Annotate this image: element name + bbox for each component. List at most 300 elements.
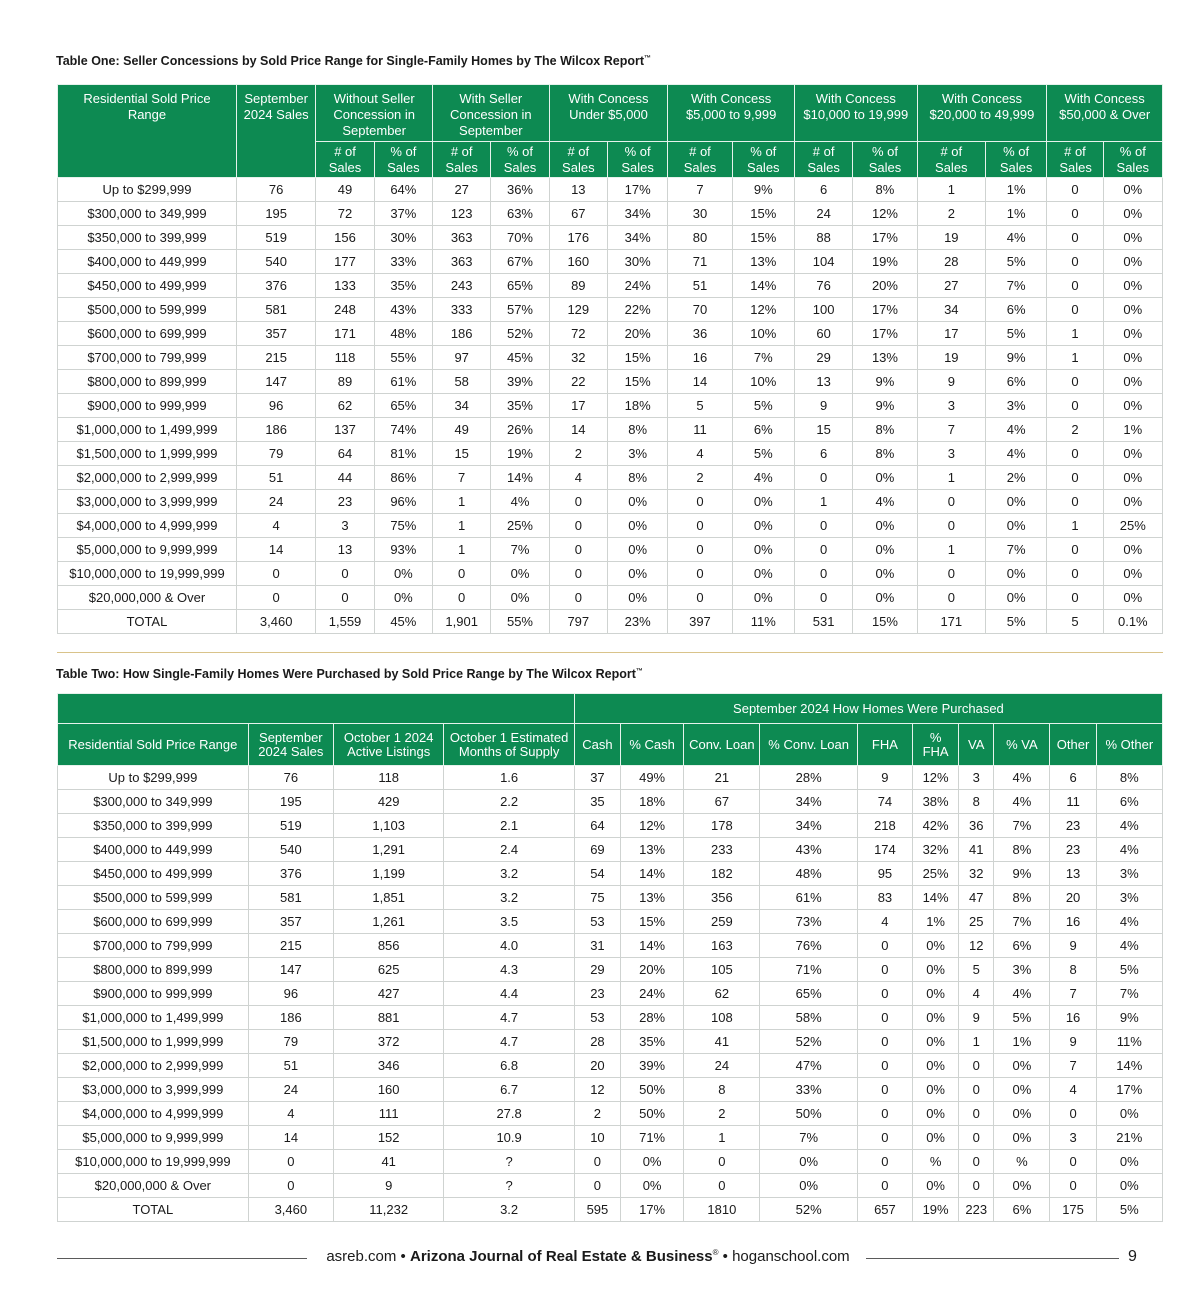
value-cell: 1% [913,910,959,934]
value-cell: 160 [333,1078,443,1102]
value-cell: 243 [433,274,491,298]
value-cell: 4% [985,418,1046,442]
value-cell: 0 [857,1078,912,1102]
footer-site-asreb[interactable]: asreb.com [326,1248,397,1265]
value-cell: 17% [853,322,917,346]
price-range-cell: $2,000,000 to 2,999,999 [58,1054,249,1078]
value-cell: 24% [621,982,684,1006]
value-cell: 0 [857,1030,912,1054]
value-cell: 7% [732,346,794,370]
value-cell: 0% [853,586,917,610]
value-cell: 581 [236,298,315,322]
value-cell: 15% [732,226,794,250]
price-range-cell: TOTAL [58,610,237,634]
header-september-sales: September 2024 Sales [236,85,315,178]
value-cell: 0% [1103,298,1162,322]
value-cell: 30% [374,226,432,250]
value-cell: 11 [668,418,732,442]
value-cell: 0% [1103,442,1162,466]
value-cell: 0 [917,490,985,514]
value-cell: 5% [985,250,1046,274]
value-cell: 17% [853,226,917,250]
price-range-cell: $5,000,000 to 9,999,999 [58,538,237,562]
value-cell: 3 [959,766,994,790]
value-cell: 0 [1047,226,1103,250]
value-cell: 12% [621,814,684,838]
value-cell: 0% [1103,490,1162,514]
header-without-concession: Without Seller Concession in September [316,85,433,142]
value-cell: 0% [621,1174,684,1198]
table-row [58,910,1163,934]
value-cell: 36 [668,322,732,346]
value-cell: 0% [985,586,1046,610]
value-cell: 156 [316,226,374,250]
value-cell: 376 [248,862,333,886]
table-row [58,838,1163,862]
header-num-sales: # of Sales [549,142,607,178]
value-cell: 0% [607,490,667,514]
value-cell: 80 [668,226,732,250]
value-cell: 4.3 [444,958,574,982]
value-cell: 45% [491,346,549,370]
value-cell: 75% [374,514,432,538]
table-row [58,862,1163,886]
value-cell: 50% [621,1078,684,1102]
header-pct-sales: % of Sales [607,142,667,178]
page-number: 9 [1128,1248,1137,1265]
value-cell: 28% [760,766,857,790]
value-cell: 4 [1050,1078,1096,1102]
value-cell: 57% [491,298,549,322]
value-cell: 0% [1103,466,1162,490]
value-cell: 8 [1050,958,1096,982]
value-cell: 14% [913,886,959,910]
value-cell: 1% [994,1030,1050,1054]
value-cell: 0% [985,490,1046,514]
value-cell: 6.8 [444,1054,574,1078]
table-row [58,562,1163,586]
value-cell: 23 [1050,838,1096,862]
value-cell: 30 [668,202,732,226]
header-num-sales: # of Sales [794,142,852,178]
value-cell: 0 [549,538,607,562]
value-cell: 64% [374,178,432,202]
value-cell: 0 [684,1174,760,1198]
table-row [58,1102,1163,1126]
price-range-cell: $4,000,000 to 4,999,999 [58,1102,249,1126]
value-cell: 152 [333,1126,443,1150]
header-pct-sales: % of Sales [491,142,549,178]
value-cell: 14 [236,538,315,562]
column-header: % Conv. Loan [760,724,857,766]
value-cell: 23 [1050,814,1096,838]
value-cell: 13% [853,346,917,370]
value-cell: 0 [959,1102,994,1126]
value-cell: 0% [760,1150,857,1174]
value-cell: 1 [917,178,985,202]
value-cell: 0 [1047,538,1103,562]
value-cell: 0 [857,958,912,982]
value-cell: 356 [684,886,760,910]
value-cell: 1% [985,178,1046,202]
value-cell: 14 [549,418,607,442]
value-cell: 16 [1050,910,1096,934]
value-cell: 75 [574,886,620,910]
value-cell: 0 [574,1150,620,1174]
value-cell: 215 [248,934,333,958]
value-cell: 76 [236,178,315,202]
value-cell: 333 [433,298,491,322]
table-row [58,370,1163,394]
value-cell: 12% [913,766,959,790]
table-row [58,226,1163,250]
value-cell: 17 [549,394,607,418]
value-cell: 0% [732,562,794,586]
value-cell: 74% [374,418,432,442]
table-row [58,250,1163,274]
value-cell: 5 [959,958,994,982]
value-cell: 39% [621,1054,684,1078]
value-cell: 0 [1047,586,1103,610]
value-cell: 0 [959,1054,994,1078]
value-cell: 35% [491,394,549,418]
value-cell: 1 [794,490,852,514]
value-cell: 0 [1047,298,1103,322]
value-cell: 47% [760,1054,857,1078]
value-cell: 23 [574,982,620,1006]
price-range-cell: $3,000,000 to 3,999,999 [58,490,237,514]
value-cell: 4% [994,982,1050,1006]
value-cell: 657 [857,1198,912,1222]
value-cell: 233 [684,838,760,862]
value-cell: 97 [433,346,491,370]
value-cell: 8 [684,1078,760,1102]
value-cell: 62 [684,982,760,1006]
value-cell: 0 [668,514,732,538]
value-cell: 0% [913,958,959,982]
column-header: % Other [1096,724,1162,766]
column-header: September 2024 Sales [248,724,333,766]
value-cell: 2 [574,1102,620,1126]
value-cell: 160 [549,250,607,274]
value-cell: 0 [236,586,315,610]
price-range-cell: $400,000 to 449,999 [58,250,237,274]
value-cell: 4% [994,790,1050,814]
value-cell: 3% [985,394,1046,418]
value-cell: 0 [1050,1174,1096,1198]
value-cell: 4% [732,466,794,490]
value-cell: 0% [994,1126,1050,1150]
table-row [58,958,1163,982]
value-cell: 0% [732,490,794,514]
value-cell: 0 [668,586,732,610]
seller-concessions-table [57,84,1163,634]
value-cell: 0 [1047,178,1103,202]
value-cell: 223 [959,1198,994,1222]
value-cell: 0% [1103,562,1162,586]
value-cell: 79 [248,1030,333,1054]
header-pct-sales: % of Sales [374,142,432,178]
value-cell: 7% [985,274,1046,298]
price-range-cell: Up to $299,999 [58,766,249,790]
value-cell: 65% [374,394,432,418]
value-cell: 44 [316,466,374,490]
value-cell: 14 [668,370,732,394]
value-cell: 1 [1047,514,1103,538]
value-cell: 9 [1050,1030,1096,1054]
table-row [58,886,1163,910]
value-cell: 96% [374,490,432,514]
value-cell: 5% [994,1006,1050,1030]
value-cell: 3.2 [444,862,574,886]
value-cell: 178 [684,814,760,838]
value-cell: 8% [1096,766,1162,790]
value-cell: 39% [491,370,549,394]
value-cell: 4.7 [444,1006,574,1030]
table-row [58,346,1163,370]
value-cell: 581 [248,886,333,910]
table-row [58,814,1163,838]
value-cell: 3% [1096,862,1162,886]
value-cell: 67 [684,790,760,814]
value-cell: 37% [374,202,432,226]
value-cell: 0 [433,562,491,586]
value-cell: 0% [1096,1102,1162,1126]
header-num-sales: # of Sales [316,142,374,178]
value-cell: ? [444,1174,574,1198]
price-range-cell: Up to $299,999 [58,178,237,202]
price-range-cell: $700,000 to 799,999 [58,934,249,958]
value-cell: 595 [574,1198,620,1222]
value-cell: 22% [607,298,667,322]
value-cell: 13 [316,538,374,562]
price-range-cell: $600,000 to 699,999 [58,322,237,346]
value-cell: 104 [794,250,852,274]
value-cell: 0 [1047,370,1103,394]
column-header: Cash [574,724,620,766]
value-cell: 0% [1103,250,1162,274]
value-cell: 65% [491,274,549,298]
value-cell: 70 [668,298,732,322]
column-header: % VA [994,724,1050,766]
value-cell: 93% [374,538,432,562]
value-cell: 4% [1096,814,1162,838]
table-row [58,1030,1163,1054]
value-cell: 0 [1047,274,1103,298]
value-cell: 9% [853,394,917,418]
value-cell: 218 [857,814,912,838]
table-row [58,394,1163,418]
table-row [58,934,1163,958]
value-cell: 2% [985,466,1046,490]
value-cell: 2.4 [444,838,574,862]
value-cell: 171 [316,322,374,346]
value-cell: 1 [917,538,985,562]
header-num-sales: # of Sales [1047,142,1103,178]
price-range-cell: $600,000 to 699,999 [58,910,249,934]
price-range-cell: $3,000,000 to 3,999,999 [58,1078,249,1102]
value-cell: 0% [732,586,794,610]
value-cell: 0 [857,982,912,1006]
value-cell: 0 [1047,394,1103,418]
value-cell: 10% [732,322,794,346]
header-pct-sales: % of Sales [853,142,917,178]
header-pct-sales: % of Sales [732,142,794,178]
value-cell: 9% [853,370,917,394]
value-cell: 215 [236,346,315,370]
value-cell: 0 [959,1174,994,1198]
column-header: Other [1050,724,1096,766]
price-range-cell: $350,000 to 399,999 [58,814,249,838]
value-cell: 0 [1047,466,1103,490]
value-cell: 1 [1047,346,1103,370]
value-cell: 37 [574,766,620,790]
value-cell: 95 [857,862,912,886]
table-row [58,1150,1163,1174]
value-cell: 15% [607,346,667,370]
value-cell: 5% [1096,958,1162,982]
value-cell: 52% [760,1030,857,1054]
value-cell: 0 [917,586,985,610]
value-cell: 163 [684,934,760,958]
table-row [58,274,1163,298]
purchase-type-table [57,693,1163,1222]
value-cell: 26% [491,418,549,442]
value-cell: 0 [857,1126,912,1150]
value-cell: 7% [1096,982,1162,1006]
value-cell: 33% [374,250,432,274]
value-cell: 60 [794,322,852,346]
value-cell: 0% [1096,1150,1162,1174]
value-cell: 2.2 [444,790,574,814]
value-cell: 64 [574,814,620,838]
price-range-cell: $10,000,000 to 19,999,999 [58,1150,249,1174]
value-cell: 0% [760,1174,857,1198]
table-two-title: Table Two: How Single-Family Homes Were Purchased by Sold Price Range by The Wilcox Report™ [56,667,643,681]
value-cell: 71 [668,250,732,274]
value-cell: 13% [621,838,684,862]
value-cell: 11 [1050,790,1096,814]
value-cell: 397 [668,610,732,634]
value-cell: 0 [248,1174,333,1198]
value-cell: 71% [621,1126,684,1150]
price-range-cell: $500,000 to 599,999 [58,298,237,322]
value-cell: 1% [985,202,1046,226]
value-cell: 372 [333,1030,443,1054]
value-cell: 4 [959,982,994,1006]
value-cell: 1 [917,466,985,490]
value-cell: 53 [574,1006,620,1030]
value-cell: 1.6 [444,766,574,790]
value-cell: 4% [853,490,917,514]
value-cell: 15 [433,442,491,466]
value-cell: 6 [794,442,852,466]
value-cell: 17% [853,298,917,322]
value-cell: 4 [236,514,315,538]
value-cell: 0 [668,562,732,586]
value-cell: 0% [1103,226,1162,250]
value-cell: 29 [794,346,852,370]
value-cell: 0% [913,934,959,958]
value-cell: 105 [684,958,760,982]
value-cell: 540 [236,250,315,274]
value-cell: 25% [913,862,959,886]
footer-site-hogan[interactable]: hoganschool.com [732,1248,850,1265]
table-row [58,466,1163,490]
value-cell: 4.0 [444,934,574,958]
value-cell: 0 [794,538,852,562]
value-cell: 0% [374,586,432,610]
value-cell: 27 [433,178,491,202]
value-cell: 15% [732,202,794,226]
value-cell: 0% [913,1174,959,1198]
table-one-title: Table One: Seller Concessions by Sold Price Range for Single-Family Homes by The Wilcox Report™ [56,54,651,68]
value-cell: 3 [316,514,374,538]
price-range-cell: $500,000 to 599,999 [58,886,249,910]
price-range-cell: $4,000,000 to 4,999,999 [58,514,237,538]
value-cell: 4 [248,1102,333,1126]
value-cell: 34% [760,790,857,814]
header-20000-49999: With Concess $20,000 to 49,999 [917,85,1047,142]
value-cell: 137 [316,418,374,442]
value-cell: 6% [732,418,794,442]
column-header: October 1 Estimated Months of Supply [444,724,574,766]
section-divider [57,652,1163,653]
value-cell: 52% [760,1198,857,1222]
value-cell: 74 [857,790,912,814]
price-range-cell: $1,000,000 to 1,499,999 [58,1006,249,1030]
price-range-cell: $400,000 to 449,999 [58,838,249,862]
value-cell: 34% [760,814,857,838]
value-cell: 23 [316,490,374,514]
value-cell: 70% [491,226,549,250]
value-cell: 0% [732,538,794,562]
column-header: % FHA [913,724,959,766]
value-cell: 53 [574,910,620,934]
value-cell: 8% [607,466,667,490]
value-cell: 89 [316,370,374,394]
value-cell: 147 [248,958,333,982]
value-cell: 3,460 [236,610,315,634]
value-cell: 1 [433,490,491,514]
value-cell: 8% [994,838,1050,862]
value-cell: 12% [853,202,917,226]
value-cell: 67 [549,202,607,226]
value-cell: 7% [491,538,549,562]
value-cell: 0 [668,538,732,562]
value-cell: 11% [732,610,794,634]
value-cell: 17% [607,178,667,202]
value-cell: 18% [607,394,667,418]
value-cell: 7% [760,1126,857,1150]
column-header: Residential Sold Price Range [58,724,249,766]
table-row [58,178,1163,202]
header-pct-sales: % of Sales [985,142,1046,178]
value-cell: 3% [994,958,1050,982]
value-cell: 29 [574,958,620,982]
value-cell: 10% [732,370,794,394]
value-cell: 33% [760,1078,857,1102]
table-row [58,322,1163,346]
price-range-cell: $5,000,000 to 9,999,999 [58,1126,249,1150]
value-cell: % [994,1150,1050,1174]
value-cell: 0 [917,562,985,586]
value-cell: 17% [1096,1078,1162,1102]
value-cell: 111 [333,1102,443,1126]
value-cell: 9% [985,346,1046,370]
value-cell: 83 [857,886,912,910]
value-cell: 55% [491,610,549,634]
